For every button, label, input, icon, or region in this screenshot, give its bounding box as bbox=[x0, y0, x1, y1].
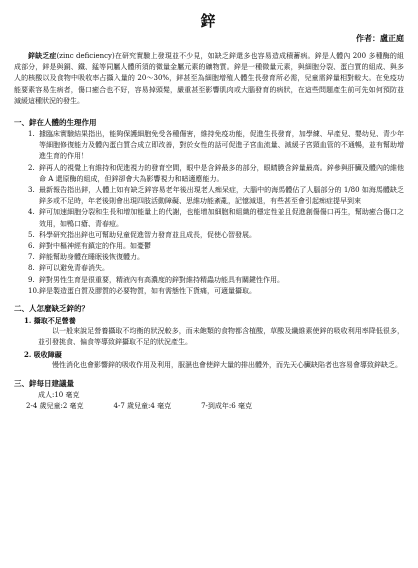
section-heading-daily-intake: 三、鋅每日建議量 bbox=[14, 378, 74, 388]
list-item: 4. 鋅可加速細胞分裂和生長和增加能量上的代謝，也能增加細胞和組織的穩定性並且促進創傷傷口再生，幫助癒合傷口之效用，如鴨口瘡、青春痘。 bbox=[28, 208, 404, 228]
list-item: 1. 據臨床實驗結果指出，能夠保護細胞免受各種傷害，維持免疫功能，促進生長發育，加學練、早產兒、嬰幼兒、青少年等細胞修復能力及體內蛋白質合成立即改善，對於女性的話可促進子宮血流量、減緩子宮頸血管的不通暢，並有幫助增進生育的作用！ bbox=[28, 130, 404, 161]
children-dose-row bbox=[26, 401, 404, 412]
list-item: 8. 鋅可以避免青春消失。 bbox=[28, 264, 109, 273]
intro-paragraph bbox=[14, 50, 404, 107]
subheading-insufficient-intake: 1. 攝取不足營養 bbox=[24, 316, 76, 326]
child-dose-4-7: 4-7 歲兒童:4 毫克 bbox=[113, 401, 172, 410]
intro-text: (zinc deficiency)在研究實驗上發現並不少見，如缺乏鋅還多也容易造成積蓄病。鋅是人體內 200 多種酶的組成部分，鋅是與銅、鐵、錳等同屬人體所須的微量金屬元素的礦物質。鋅是一種微量元素，與細胞分裂、蛋白質的組成、與多人的核酸以及食物中吸收率占攝入量的 20～30%，鋅甚至為細胞增殖人體生長發育所必需，兒童需鋅量相對較大。在免疫功能要素容易生病者，傷口癒合也不好，容易掉頭髮，嚴重甚至影響肌肉或大腦發育的病狀，在這些問題產生前可先如何預防並減緩這種狀況的發生。 bbox=[14, 52, 405, 105]
section-heading-deficiency: 二、人怎麼缺乏鋅的？ bbox=[14, 304, 89, 314]
child-dose-7-adult: 7-到成年:6 毫克 bbox=[201, 401, 252, 410]
paragraph-absorption-disorder: 慢性消化也會影響鋅的吸收作用及利用，服濕也會使鋅大量的排出體外，而先天心臟缺陷者也容易會導致鋅缺乏。 bbox=[52, 361, 402, 370]
adult-dose: 成人:10 毫克 bbox=[38, 390, 80, 399]
intro-lead: 鋅缺乏症 bbox=[28, 51, 57, 60]
subheading-absorption-disorder: 2. 吸收障礙 bbox=[24, 350, 62, 360]
section-heading-physiology: 一、鋅在人體的生理作用 bbox=[14, 118, 97, 128]
list-item: 10. 鋅是製造蛋白質及膠質的必要物質，如有需態性下貨痛，可適量攝取。 bbox=[28, 286, 256, 295]
list-item: 2. 鋅再人的視覺上有維持和促進視力的發育空間，眼中是含鋅最多的部分，眼睛膜含鋅量最高。鋅參與肝臟及體內的維他命 A 還原酶的組成，但鋅卻會大為影響視力和暗適應能力。 bbox=[28, 163, 404, 183]
physiology-list bbox=[28, 129, 404, 297]
list-item: 9. 鋅對男性生育是很重要，精液內有高濃度的鋅對維持精蟲功能具有關鍵性作用。 bbox=[28, 275, 284, 284]
author-line: 作者：盧正庭 bbox=[356, 33, 404, 43]
list-item: 6. 鋅對中樞神經有鎮定的作用。如憂鬱 bbox=[28, 242, 151, 251]
list-item: 7. 鋅能幫助身體在睡眠後恢復體力。 bbox=[28, 253, 144, 262]
child-dose-2-4: 2-4 歲兒童:2 毫克 bbox=[26, 401, 84, 410]
list-item: 3. 最新報告指出鋅，人體上如有缺乏鋅容易老年後出現老人痴呆症，大腦中的海馬體佔了人腦部分的 1/80 如海馬體缺乏鋅多或不足時，年老後則會出現四肢活動障礙、思維功能紊亂，記憶減退，有些甚至會引起痴症提早到來 bbox=[28, 186, 404, 206]
document-title: 鋅 bbox=[200, 12, 218, 30]
list-item: 5. 科學研究指出鋅也可幫助兒童促進智力發育並且成長，促使心智發展。 bbox=[28, 230, 256, 239]
paragraph-insufficient-intake: 以一般來說足營養攝取不均衡的狀況較多，而未飽類的食物都含植酸，草酸及纖維素使鋅的吸收利用率降低很多，並引發挑食、偏食等導致鋅攝取不足的狀況產生。 bbox=[38, 327, 404, 347]
